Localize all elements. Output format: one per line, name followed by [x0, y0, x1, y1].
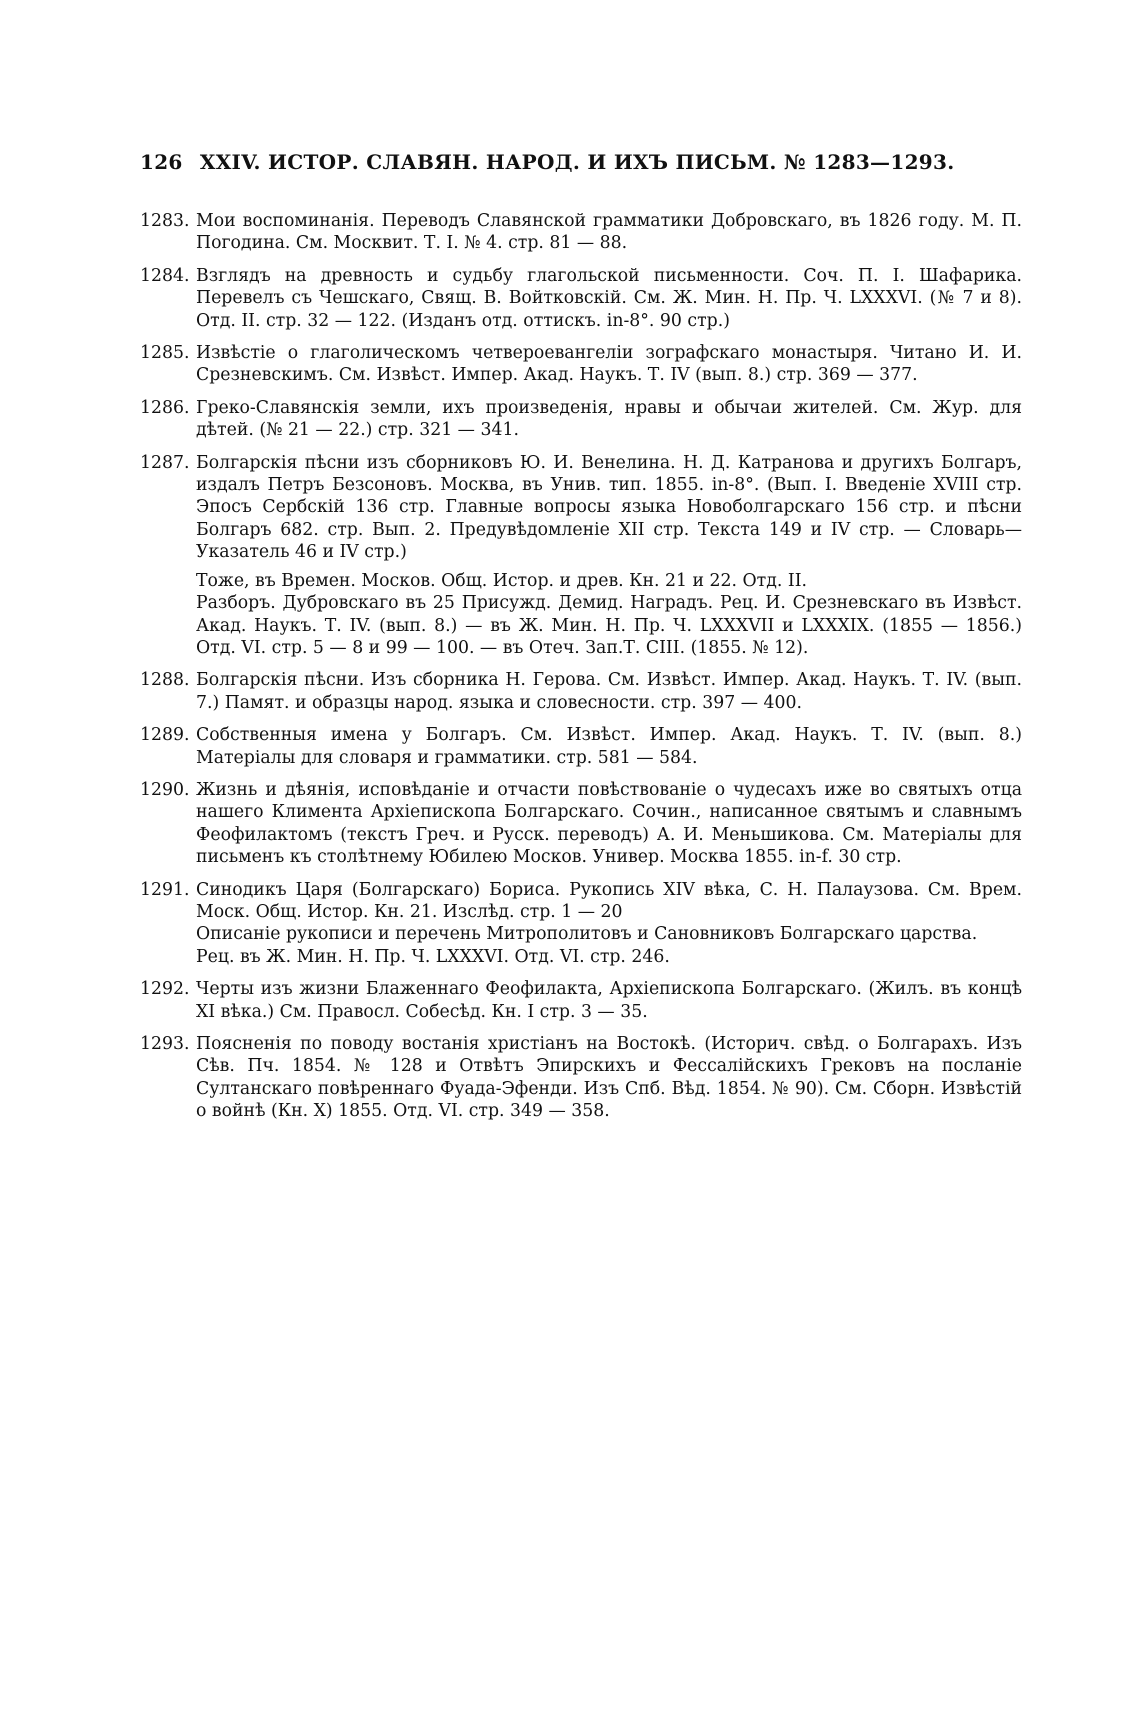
entry-number: 1291. — [140, 879, 190, 900]
entry-text: Извѣстіе о глаголическомъ четвероевангеліи зографскаго монастыря. Читано И. И. Срезневскимъ. См. Извѣст. Импер. Акад. Наукъ. Т. IV (вып. 8.) стр. 369 — 377. — [196, 343, 1022, 386]
entry-number: 1288. — [140, 670, 190, 691]
entry-text: Греко-Славянскія земли, ихъ произведенія, нравы и обычаи жителей. См. Жур. для дѣтей. (№ 21 — 22.) стр. 321 — 341. — [196, 397, 1022, 441]
entry-text: Болгарскія пѣсни изъ сборниковъ Ю. И. Венелина. Н. Д. Катранова и другихъ Болгаръ, издалъ Петръ Безсоновъ. Москва, въ Унив. тип. 1855. in-8°. (Вып. I. Введеніе XVIII стр. Эпосъ Сербскій 136 стр. Главные вопросы языка Новоболгарскаго 156 стр. и пѣсни Болгаръ 682. стр. Вып. 2. Предувѣдомленіе XII стр. Текста 149 и IV стр. — Словарь—Указатель 46 и IV стр.) — [196, 452, 1022, 563]
entry-text: Мои воспоминанія. Переводъ Славянской грамматики Добровскаго, въ 1826 году. М. П. Погодина. См. Москвит. Т. I. № 4. стр. 81 — 88. — [196, 211, 1022, 254]
entry-number: 1293. — [140, 1034, 190, 1054]
entry-subtext: Тоже, въ Времен. Москов. Общ. Истор. и древ. Кн. 21 и 22. Отд. II. — [196, 570, 808, 591]
entry-text: Синодикъ Царя (Болгарскаго) Бориса. Рукопись XIV вѣка, С. Н. Палаузова. См. Врем. Моск. Общ. Истор. Кн. 21. Изслѣд. стр. 1 — 20 — [196, 879, 1022, 922]
entry-number: 1286. — [140, 397, 190, 418]
entry-text: Взглядъ на древность и судьбу глагольской письменности. Соч. П. I. Шафарика. Перевелъ съ Чешскаго, Свящ. В. Войтковскій. См. Ж. Мин. Н. Пр. Ч. LXXXVI. (№ 7 и 8). Отд. II. стр. 32 — 122. (Изданъ отд. оттискъ. in-8°. 90 стр.) — [196, 265, 1022, 331]
entry-number: 1290. — [140, 779, 190, 800]
running-title: XXIV. ИСТОР. СЛАВЯН. НАРОД. И ИХЪ ПИСЬМ. № 1283—1293. — [199, 150, 955, 174]
entry-number: 1292. — [140, 979, 190, 1000]
entry-1289 — [140, 724, 1022, 769]
entry-subtext: Описаніе рукописи и перечень Митрополитовъ и Сановниковъ Болгарскаго царства. — [196, 924, 978, 945]
entry-1290 — [140, 779, 1022, 869]
entry-subtext: Рец. въ Ж. Мин. Н. Пр. Ч. LXXXVI. Отд. VI. стр. 246. — [196, 946, 670, 967]
entry-number: 1289. — [140, 725, 190, 746]
entry-number: 1283. — [140, 211, 190, 231]
entry-text: Поясненія по поводу востанія христіанъ на Востокѣ. (Историч. свѣд. о Болгарахъ. Изъ Сѣв. Пч. 1854. № 128 и Отвѣтъ Эпирскихъ и Фессалійскихъ Грековъ на посланіе Султанскаго повѣреннаго Фуада-Эфенди. Изъ Спб. Вѣд. 1854. № 90). См. Сборн. Извѣстій о войнѣ (Кн. X) 1855. Отд. VI. стр. 349 — 358. — [196, 1034, 1022, 1122]
entry-text: Болгарскія пѣсни. Изъ сборника Н. Герова. См. Извѣст. Импер. Акад. Наукъ. Т. IV. (вып. 7.) Памят. и образцы народ. языка и словесности. стр. 397 — 400. — [196, 670, 1022, 713]
entry-1292 — [140, 978, 1022, 1023]
entry-number: 1287. — [140, 452, 190, 473]
entry-1286 — [140, 397, 1022, 442]
page-number: 126 — [140, 150, 183, 174]
entry-text: Черты изъ жизни Блаженнаго Феофилакта, Архіепископа Болгарскаго. (Жилъ. въ концѣ XI вѣка.) См. Правосл. Собесѣд. Кн. I стр. 3 — 35. — [196, 979, 1022, 1022]
entry-number: 1285. — [140, 343, 190, 364]
entry-text: Собственныя имена у Болгаръ. См. Извѣст. Импер. Акад. Наукъ. Т. IV. (вып. 8.) Матеріалы для словаря и грамматики. стр. 581 — 584. — [196, 725, 1022, 768]
entry-1288 — [140, 669, 1022, 714]
entry-1285 — [140, 342, 1022, 387]
entry-1283 — [140, 210, 1022, 255]
entry-1287 — [140, 452, 1022, 660]
entry-subtext: Разборъ. Дубровскаго въ 25 Присужд. Демид. Наградъ. Рец. И. Срезневскаго въ Извѣст. Акад. Наукъ. Т. IV. (вып. 8.) — въ Ж. Мин. Н. Пр. Ч. LXXXVII и LXXXIX. (1855 — 1856.) Отд. VI. стр. 5 — 8 и 99 — 100. — въ Отеч. Зап.Т. CIII. (1855. № 12). — [196, 593, 1022, 658]
entry-1293 — [140, 1033, 1022, 1123]
entry-number: 1284. — [140, 265, 190, 286]
entry-1291 — [140, 879, 1022, 969]
entry-list — [140, 210, 1022, 1133]
entry-1284 — [140, 265, 1022, 332]
running-head — [140, 150, 1020, 174]
entry-text: Жизнь и дѣянія, исповѣданіе и отчасти повѣствованіе о чудесахъ иже во святыхъ отца нашего Климента Архіепископа Болгарскаго. Сочин., написанное святымъ и славнымъ Феофилактомъ (текстъ Греч. и Русск. переводъ) А. И. Меньшикова. См. Матеріалы для письменъ къ столѣтнему Юбилею Москов. Универ. Москва 1855. in-f. 30 стр. — [196, 779, 1022, 868]
